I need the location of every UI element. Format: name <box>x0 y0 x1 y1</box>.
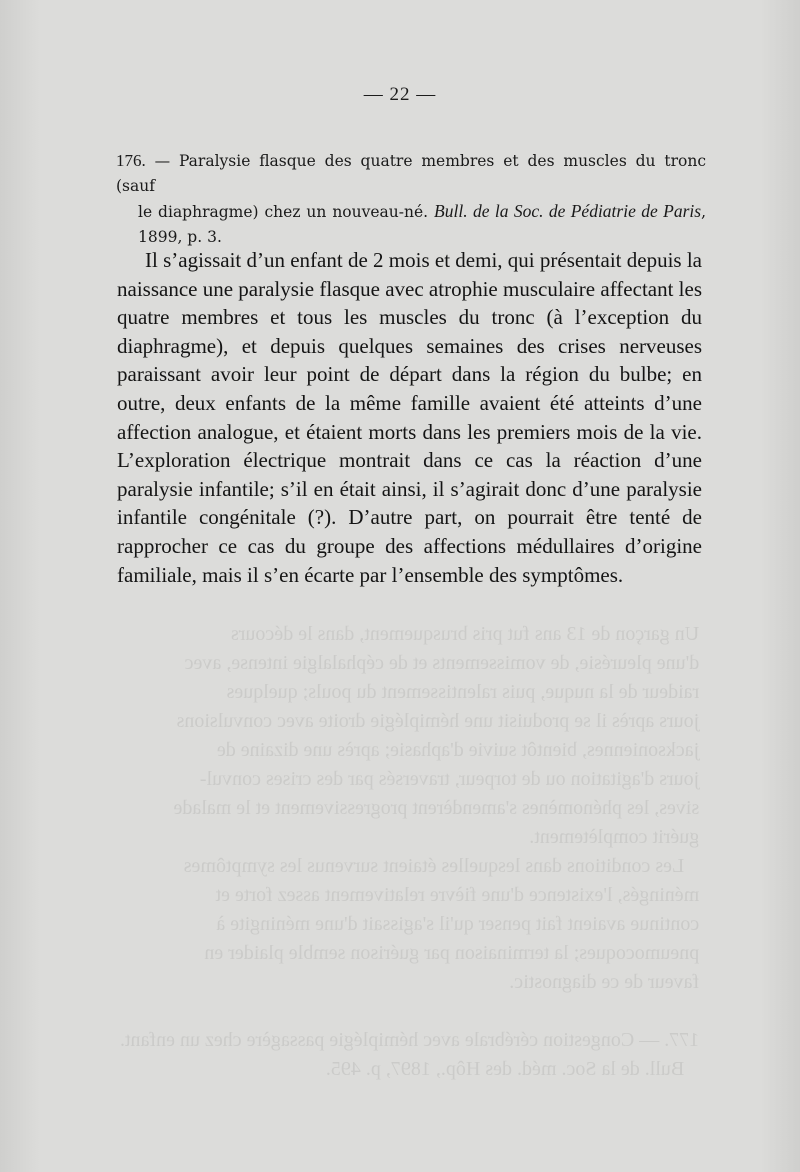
bibliography-entry <box>116 148 706 250</box>
citation-tail: , 1899, p. 3. <box>138 203 706 246</box>
summary-paragraph: Il s’agissait d’un enfant de 2 mois et demi, qui présentait depuis la naissance une paralysie flasque avec atrophie musculaire affectant les quatre membres et tous les muscles du tronc (à l’exception du diaphragme), et depuis quelques semaines des crises nerveuses paraissant avoir leur point de départ dans la région du bulbe; en outre, deux enfants de la même famille avaient été atteints d’une affection analogue, et étaient morts dans les premiers mois de la vie. L’exploration électrique montrait dans ce cas la réaction d’une paralysie infantile; s’il en était ainsi, il s’agirait donc d’une paralysie infantile congénitale (?). D’autre part, on pourrait être tenté de rapprocher ce cas du groupe des affections médullaires d’origine familiale, mais il s’en écarte par l’ensemble des symptômes. <box>117 248 703 587</box>
show-through-decoration: Un garçon de 13 ans fut pris brusquement, dans le décours d'une pleurésie, de vomissements et de céphalalgie intense, avec raideur de la nuque, puis ralentissement du pouls; quelques jours après il se produisit une hémiplégie droite avec convulsions jacksoniennes, bientôt suivie d'aphasie; après une dizaine de jours d'agitation ou de torpeur, traversés par des crises convul- sives, les phénomènes s'amendèrent progressivement et le malade guérit complètement. Les conditions dans lesquelles étaient survenus les symptômes méningés, l'existence d'une fièvre relativement assez forte et continue avaient fait penser qu'il s'agissait d'une méningite à pneumocoques; la terminaison par guérison semble plaider en faveur de ce diagnostic. 177. — Congestion cérébrale avec hémiplégie passagère chez un enfant. Bull. de la Soc. méd. des Hôp., 1897, p. 495. <box>120 623 700 1080</box>
entry-number: 176. <box>116 151 146 170</box>
entry-title-line1: — Paralysie flasque des quatre membres et des muscles du tronc (sauf <box>116 152 706 195</box>
entry-title-line2: le diaphragme) chez un nouveau-né. <box>138 203 435 221</box>
entry-title-continuation <box>116 199 706 250</box>
journal-name: Bull. de la Soc. de Pédiatrie de Paris <box>434 201 702 221</box>
page-number: — 22 — <box>363 84 437 105</box>
